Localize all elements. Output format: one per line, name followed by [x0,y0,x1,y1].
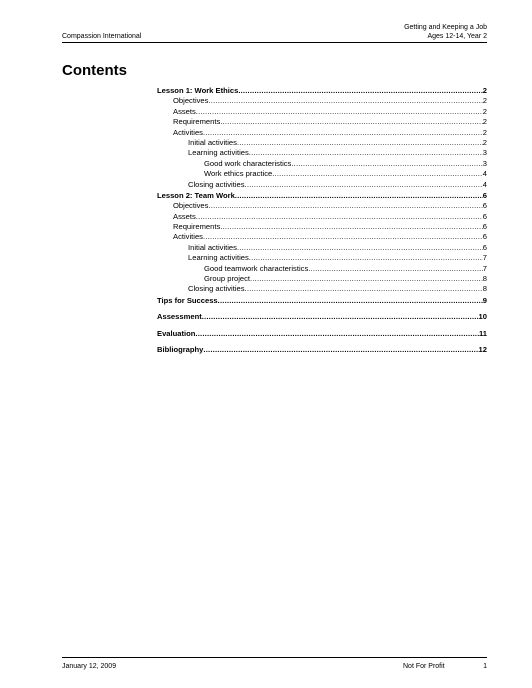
toc-entry-label: Assets [173,211,196,221]
toc-entry-page: 6 [482,201,487,211]
toc-leader-dots [202,312,479,322]
toc-entry-label: Good work characteristics [204,158,292,168]
toc-entry[interactable] [157,107,487,117]
toc-leader-dots [272,169,483,179]
footer-divider [62,657,487,658]
toc-entry-page: 6 [482,222,487,232]
table-of-contents [157,86,487,355]
toc-leader-dots [237,138,483,148]
toc-entry-label: Requirements [173,222,221,232]
header-divider [62,42,487,43]
toc-leader-dots [203,128,483,138]
toc-entry-label: Learning activities [188,253,249,263]
toc-leader-dots [250,274,483,284]
toc-leader-dots [220,222,482,232]
toc-entry[interactable] [157,169,487,179]
toc-entry-label: Activities [173,127,203,137]
toc-leader-dots [249,148,483,158]
toc-entry-page: 6 [482,242,487,252]
toc-entry[interactable] [157,232,487,242]
organization-name: Compassion International [62,33,142,40]
toc-entry-label: Initial activities [188,242,237,252]
toc-entry-page: 11 [478,328,487,338]
toc-leader-dots [249,253,483,263]
toc-entry-label: Requirements [173,117,221,127]
toc-entry-label: Initial activities [188,137,237,147]
toc-entry[interactable] [157,180,487,190]
toc-entry[interactable] [157,222,487,232]
toc-entry-page: 7 [482,263,487,273]
toc-entry-page: 2 [482,127,487,137]
toc-entry[interactable] [157,128,487,138]
toc-entry-label: Bibliography [157,344,204,354]
toc-entry[interactable] [157,191,487,201]
toc-entry-page: 4 [482,169,487,179]
toc-entry-page: 8 [482,274,487,284]
toc-entry-page: 2 [482,106,487,116]
toc-entry[interactable] [157,86,487,96]
toc-entry-label: Work ethics practice [204,169,273,179]
toc-entry-label: Assessment [157,312,202,322]
toc-entry[interactable] [157,96,487,106]
document-subtitle: Ages 12-14, Year 2 [427,33,487,40]
toc-entry-page: 9 [482,295,487,305]
toc-leader-dots [195,329,479,339]
toc-leader-dots [245,284,483,294]
toc-entry-label: Evaluation [157,328,196,338]
toc-entry-page: 2 [482,137,487,147]
toc-entry-label: Good teamwork characteristics [204,263,309,273]
toc-entry-page: 6 [482,211,487,221]
toc-entry-page: 12 [478,344,487,354]
toc-entry-page: 8 [482,284,487,294]
toc-entry[interactable] [157,159,487,169]
document-title: Getting and Keeping a Job [404,24,487,31]
toc-entry[interactable] [157,243,487,253]
toc-leader-dots [308,264,483,274]
toc-entry-page: 7 [482,253,487,263]
toc-entry[interactable] [157,201,487,211]
footer-date: January 12, 2009 [62,663,117,670]
toc-leader-dots [208,96,482,106]
toc-entry-label: Assets [173,106,196,116]
toc-leader-dots [245,180,483,190]
toc-entry-label: Closing activities [188,179,245,189]
toc-entry[interactable] [157,329,487,339]
toc-leader-dots [238,86,482,96]
page-title: Contents [62,62,127,79]
toc-entry[interactable] [157,117,487,127]
toc-leader-dots [220,117,482,127]
toc-entry-label: Objectives [173,201,209,211]
toc-entry-page: 6 [482,232,487,242]
toc-entry[interactable] [157,274,487,284]
toc-entry-label: Tips for Success [157,295,218,305]
toc-entry-page: 4 [482,179,487,189]
toc-entry[interactable] [157,284,487,294]
toc-entry-label: Lesson 2: Team Work [157,190,235,200]
toc-entry[interactable] [157,264,487,274]
toc-entry-page: 2 [482,86,487,95]
toc-entry[interactable] [157,212,487,222]
toc-leader-dots [291,159,482,169]
toc-entry[interactable] [157,148,487,158]
toc-entry-label: Closing activities [188,284,245,294]
toc-entry-label: Learning activities [188,148,249,158]
footer-label: Not For Profit [403,663,445,670]
toc-entry-page: 6 [482,190,487,200]
toc-entry-label: Activities [173,232,203,242]
toc-leader-dots [203,345,478,355]
toc-entry[interactable] [157,138,487,148]
toc-leader-dots [237,243,483,253]
toc-entry[interactable] [157,312,487,322]
toc-entry-page: 10 [478,312,487,322]
toc-leader-dots [196,212,483,222]
toc-entry[interactable] [157,296,487,306]
toc-entry-page: 3 [482,148,487,158]
document-title-block [404,23,487,41]
toc-entry-page: 2 [482,117,487,127]
toc-entry[interactable] [157,253,487,263]
toc-leader-dots [235,191,483,201]
page-number: 1 [483,663,487,670]
toc-entry-label: Group project [204,274,251,284]
toc-leader-dots [208,201,482,211]
toc-entry-page: 3 [482,158,487,168]
toc-leader-dots [196,107,483,117]
toc-entry[interactable] [157,345,487,355]
toc-leader-dots [218,296,483,306]
toc-entry-page: 2 [482,96,487,106]
toc-entry-label: Lesson 1: Work Ethics [157,86,239,95]
toc-leader-dots [203,232,483,242]
toc-entry-label: Objectives [173,96,209,106]
